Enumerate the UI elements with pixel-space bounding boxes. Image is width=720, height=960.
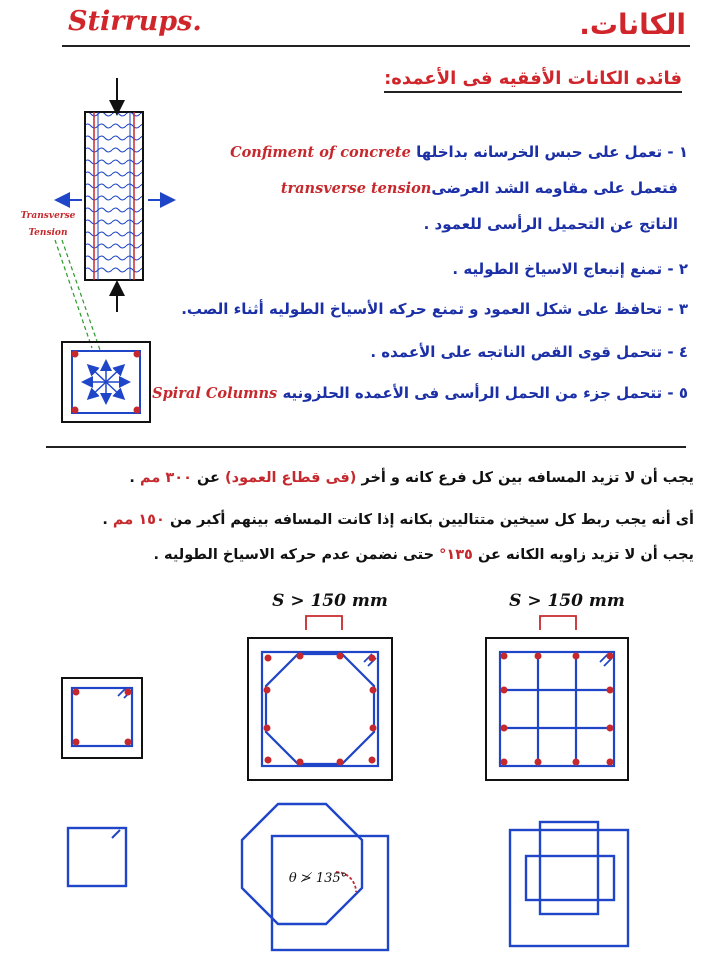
tension-label: Tension <box>28 228 68 238</box>
rule-text: أى أنه يجب ربط كل سيخين متتاليين بكانه إذا كانت المسافه بينهم أكبر من <box>169 512 694 528</box>
benefit-english-term: transverse tension <box>280 180 432 197</box>
rule-text: . <box>153 547 159 563</box>
rule-text: عن <box>197 470 220 486</box>
rule-text: حتى نضمن عدم حركه الاسياخ الطوليه <box>164 547 435 563</box>
stirrup-shape-multiple <box>510 822 628 946</box>
benefit-text: فتعمل على مقاومه الشد العرضى <box>431 179 678 197</box>
spacing-dimension-1 <box>306 616 342 630</box>
rule-text: . <box>102 512 108 528</box>
rule-text: . <box>129 470 135 486</box>
rule-value: ١٥٠ مم <box>112 512 165 528</box>
section-twelve-bars-diamond-tie <box>248 638 392 780</box>
title-english: Stirrups. <box>68 6 202 37</box>
rule-value: ٣٠٠ مم <box>139 470 192 486</box>
benefit-text: تعمل على حبس الخرسانه بداخلها <box>416 143 663 161</box>
benefit-text: الناتج عن التحميل الرأسى للعمود . <box>423 215 678 233</box>
benefit-text: تتحمل قوى القص الناتجه على الأعمده . <box>370 343 663 361</box>
spacing-label-1: S > 150 mm <box>272 591 388 611</box>
benefit-text: تحافظ على شكل العمود و تمنع حركه الأسياخ الطوليه أثناء الصب. <box>181 300 663 318</box>
benefit-number: ٣ - <box>667 300 688 318</box>
column-elevation-diagram <box>58 78 172 312</box>
benefit-text: تمنع إنبعاج الاسياخ الطوليه . <box>452 260 663 278</box>
rule-highlight: (فى قطاع العمود) <box>225 470 357 486</box>
angle-label: θ ≯ 135° <box>288 871 348 886</box>
benefit-number: ٢ - <box>667 260 688 278</box>
rule-value: ١٣٥° <box>439 547 473 563</box>
stirrup-shape-overlapping <box>242 804 388 950</box>
section-four-bars <box>62 678 142 758</box>
benefit-number: ٤ - <box>667 343 688 361</box>
rule-text: يجب أن لا تزيد المسافه بين كل فرع كانه و أخر <box>361 470 694 486</box>
section-twelve-bars-grid-ties <box>486 638 628 780</box>
column-section-confinement-diagram <box>62 342 150 422</box>
stirrup-shape-single <box>68 828 126 886</box>
title-arabic: الكانات. <box>579 8 686 41</box>
rule-text: يجب أن لا تزيد زاويه الكانه عن <box>477 547 694 563</box>
section-subtitle: فائده الكانات الأفقيه فى الأعمده: <box>384 68 682 93</box>
transverse-label: Transverse <box>20 211 76 221</box>
spacing-label-2: S > 150 mm <box>509 591 625 611</box>
benefit-text: تتحمل جزء من الحمل الرأسى فى الأعمده الحلزونيه <box>282 384 663 402</box>
benefit-number: ٥ - <box>667 384 688 402</box>
spacing-dimension-2 <box>540 616 576 630</box>
benefit-english-term: Confiment of concrete <box>230 144 411 161</box>
benefit-number: ١ - <box>667 143 688 161</box>
benefit-english-term: Spiral Columns <box>152 385 278 402</box>
